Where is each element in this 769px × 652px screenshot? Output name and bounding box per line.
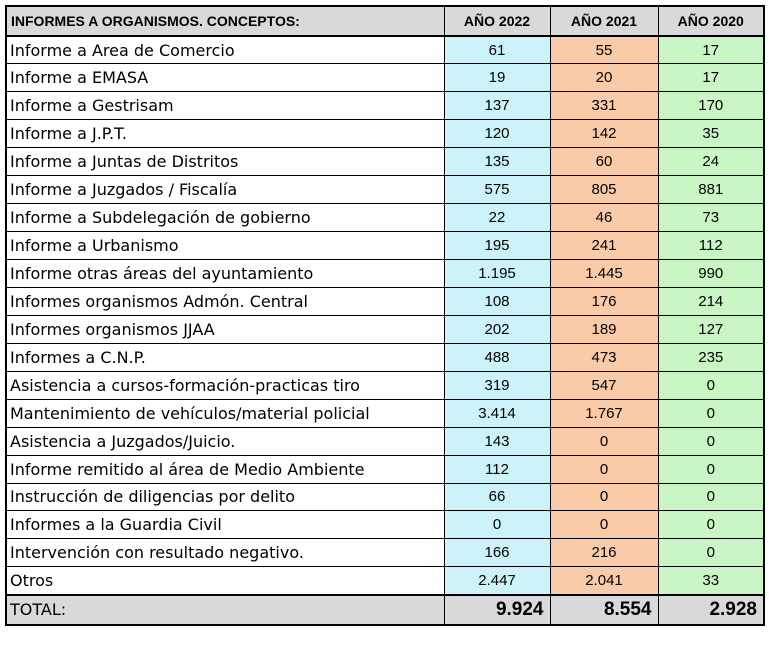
cell-2021: 1.767: [550, 399, 658, 427]
cell-2020: 990: [658, 260, 764, 288]
cell-2021: 46: [550, 204, 658, 232]
cell-2020: 0: [658, 511, 764, 539]
row-concept: Informe a Urbanismo: [6, 232, 444, 260]
cell-2022: 1.195: [444, 260, 550, 288]
table-row: [6, 343, 764, 371]
row-concept: Informe a J.P.T.: [6, 120, 444, 148]
table-body: [6, 36, 764, 595]
table-row: [6, 148, 764, 176]
concept-column-header: INFORMES A ORGANISMOS. CONCEPTOS:: [6, 6, 444, 36]
cell-2020: 0: [658, 483, 764, 511]
cell-2021: 189: [550, 315, 658, 343]
cell-2021: 805: [550, 176, 658, 204]
cell-2020: 73: [658, 204, 764, 232]
total-row: [6, 595, 764, 625]
report-table-container: [5, 5, 765, 626]
row-concept: Asistencia a cursos-formación-practicas tiro: [6, 371, 444, 399]
table-row: [6, 567, 764, 595]
cell-2021: 473: [550, 343, 658, 371]
row-concept: Informe otras áreas del ayuntamiento: [6, 260, 444, 288]
cell-2022: 108: [444, 287, 550, 315]
cell-2020: 0: [658, 539, 764, 567]
row-concept: Instrucción de diligencias por delito: [6, 483, 444, 511]
cell-2021: 20: [550, 64, 658, 92]
cell-2022: 575: [444, 176, 550, 204]
table-row: [6, 92, 764, 120]
cell-2021: 1.445: [550, 260, 658, 288]
cell-2022: 22: [444, 204, 550, 232]
cell-2022: 143: [444, 427, 550, 455]
row-concept: Informe remitido al área de Medio Ambiente: [6, 455, 444, 483]
cell-2022: 19: [444, 64, 550, 92]
row-concept: Informe a Subdelegación de gobierno: [6, 204, 444, 232]
row-concept: Informe a Juzgados / Fiscalía: [6, 176, 444, 204]
cell-2022: 137: [444, 92, 550, 120]
informes-table: [5, 5, 765, 626]
cell-2020: 17: [658, 36, 764, 64]
cell-2021: 241: [550, 232, 658, 260]
table-row: [6, 36, 764, 64]
cell-2020: 17: [658, 64, 764, 92]
year-2020-header: AÑO 2020: [658, 6, 764, 36]
table-row: [6, 539, 764, 567]
row-concept: Informes organismos JJAA: [6, 315, 444, 343]
table-row: [6, 511, 764, 539]
cell-2020: 33: [658, 567, 764, 595]
cell-2020: 881: [658, 176, 764, 204]
cell-2021: 142: [550, 120, 658, 148]
row-concept: Asistencia a Juzgados/Juicio.: [6, 427, 444, 455]
cell-2022: 120: [444, 120, 550, 148]
cell-2022: 112: [444, 455, 550, 483]
table-row: [6, 371, 764, 399]
cell-2020: 170: [658, 92, 764, 120]
cell-2021: 0: [550, 511, 658, 539]
cell-2020: 35: [658, 120, 764, 148]
cell-2022: 319: [444, 371, 550, 399]
cell-2022: 488: [444, 343, 550, 371]
cell-2022: 135: [444, 148, 550, 176]
cell-2022: 195: [444, 232, 550, 260]
row-concept: Otros: [6, 567, 444, 595]
cell-2020: 24: [658, 148, 764, 176]
cell-2021: 216: [550, 539, 658, 567]
cell-2022: 166: [444, 539, 550, 567]
cell-2021: 55: [550, 36, 658, 64]
table-row: [6, 455, 764, 483]
row-concept: Mantenimiento de vehículos/material policial: [6, 399, 444, 427]
table-row: [6, 483, 764, 511]
year-2022-header: AÑO 2022: [444, 6, 550, 36]
cell-2022: 66: [444, 483, 550, 511]
row-concept: Intervención con resultado negativo.: [6, 539, 444, 567]
cell-2021: 2.041: [550, 567, 658, 595]
cell-2020: 112: [658, 232, 764, 260]
row-concept: Informes a C.N.P.: [6, 343, 444, 371]
cell-2022: 202: [444, 315, 550, 343]
cell-2020: 127: [658, 315, 764, 343]
row-concept: Informes organismos Admón. Central: [6, 287, 444, 315]
table-row: [6, 120, 764, 148]
cell-2021: 0: [550, 427, 658, 455]
cell-2022: 0: [444, 511, 550, 539]
table-row: [6, 64, 764, 92]
table-row: [6, 204, 764, 232]
table-row: [6, 287, 764, 315]
cell-2020: 0: [658, 455, 764, 483]
cell-2020: 0: [658, 427, 764, 455]
total-2022: 9.924: [444, 595, 550, 625]
row-concept: Informes a la Guardia Civil: [6, 511, 444, 539]
cell-2022: 3.414: [444, 399, 550, 427]
cell-2021: 331: [550, 92, 658, 120]
table-row: [6, 399, 764, 427]
total-label: TOTAL:: [6, 595, 444, 625]
row-concept: Informe a Gestrisam: [6, 92, 444, 120]
cell-2021: 0: [550, 483, 658, 511]
table-row: [6, 315, 764, 343]
cell-2021: 176: [550, 287, 658, 315]
cell-2022: 61: [444, 36, 550, 64]
cell-2021: 0: [550, 455, 658, 483]
total-2020: 2.928: [658, 595, 764, 625]
cell-2020: 235: [658, 343, 764, 371]
table-row: [6, 176, 764, 204]
table-row: [6, 427, 764, 455]
cell-2020: 214: [658, 287, 764, 315]
row-concept: Informe a EMASA: [6, 64, 444, 92]
cell-2020: 0: [658, 399, 764, 427]
cell-2021: 547: [550, 371, 658, 399]
year-2021-header: AÑO 2021: [550, 6, 658, 36]
cell-2020: 0: [658, 371, 764, 399]
header-row: [6, 6, 764, 36]
row-concept: Informe a Juntas de Distritos: [6, 148, 444, 176]
table-row: [6, 232, 764, 260]
row-concept: Informe a Area de Comercio: [6, 36, 444, 64]
cell-2021: 60: [550, 148, 658, 176]
table-row: [6, 260, 764, 288]
cell-2022: 2.447: [444, 567, 550, 595]
total-2021: 8.554: [550, 595, 658, 625]
